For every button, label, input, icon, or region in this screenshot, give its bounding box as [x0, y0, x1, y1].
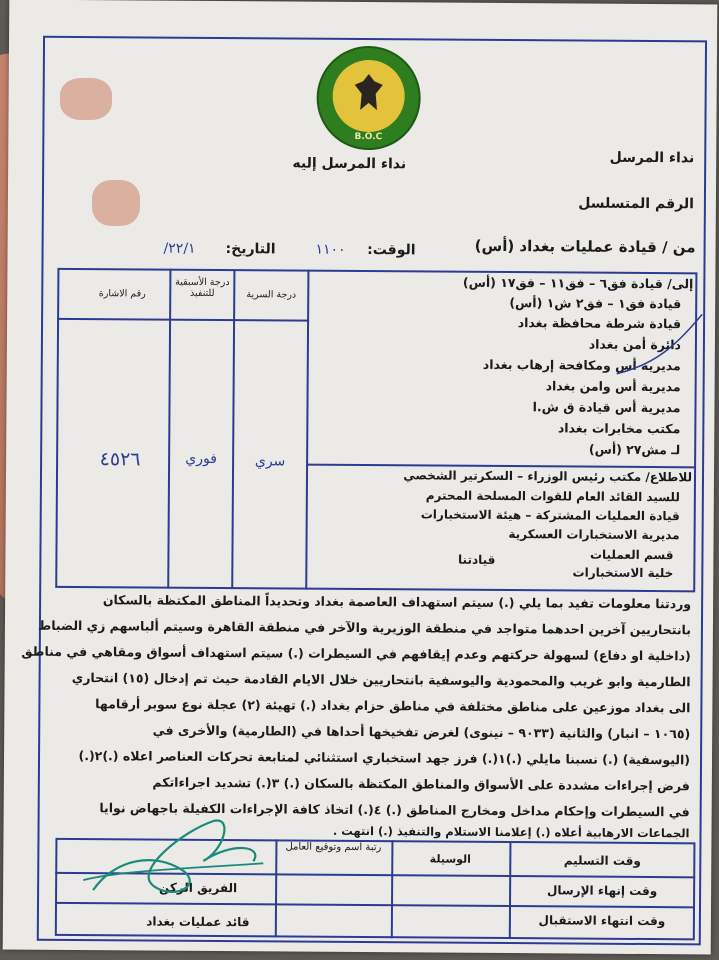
body-line: (داخلية او دفاع) لسهولة حركتهم وعدم إيقافهم في السيطرات (.) سيتم استهداف أسواق ومقاهي في مناطق — [21, 643, 691, 664]
time-label: الوقت: — [367, 242, 416, 259]
info-list-item: مديرية الاستخبارات العسكرية — [508, 527, 680, 543]
body-line: فرض إجراءات مشددة على الأسواق والمناطق المكتظة بالسكان (.) ٣(.) تشديد اجراءاتكم — [152, 774, 690, 794]
document-sheet — [3, 0, 718, 954]
info-list-item: قيادة العمليات المشتركة – هيئة الاستخبارات — [420, 507, 680, 524]
receive-end-time-label: وقت انتهاء الاستقبال — [538, 913, 666, 929]
to-list-item: مديرية أس ومكافحة إرهاب بغداد — [482, 356, 681, 374]
body-line: بانتحاريين آخرين احدهما متواجد في منطقة الوزيرية والآخر في منطقة القاهرة وسيتم ألباسهم زي الضباط — [38, 617, 691, 638]
body-line: (١٠٦٥ – انبار) والثانية (٩٠٣٣ – نينوى) لغرض تفخيخها أحداها في (الطارمية) والأخرى في — [152, 722, 691, 742]
boc-emblem-logo — [316, 46, 421, 151]
means-header: الوسيلة — [429, 852, 472, 866]
body-line: وردتنا معلومات تفيد بما يلي (.) سيتم استهداف العاصمة بغداد وتحديداً المناطق المكتظة بالسكان — [102, 592, 692, 612]
info-list-item: قسم العمليات — [589, 547, 674, 563]
to-list-item: قيادة فق١ – فق٢ ش١ (أس) — [509, 295, 682, 312]
secrecy-header: درجة السرية — [246, 289, 297, 301]
to-list-item: قيادة شرطة محافظة بغداد — [517, 315, 682, 332]
pen-stroke — [607, 304, 708, 385]
time-value: ١١٠٠ — [315, 241, 346, 258]
ref-number-header: رقم الاشارة — [98, 288, 146, 300]
info-list-item: خلية الاستخبارات — [572, 565, 674, 581]
body-line: الطارمية وابو غريب والمحمودية واليوسفية بانتحاريين خلال الايام القادمة حيث تم إدخال (١٥) انتحاري — [71, 669, 691, 690]
info-list-item: قيادتنا — [458, 552, 496, 567]
date-value: ٢٢/١/ — [163, 240, 196, 257]
to-list-item: دائرة أمن بغداد — [588, 336, 681, 353]
info-list-item: للسيد القائد العام للقوات المسلحة المحترم — [425, 488, 680, 505]
ref-number-value: ٤٥٢٦ — [99, 448, 141, 471]
body-line: في السيطرات وإحكام مداخل ومخارج المناطق (.) ٤(.) اتخاذ كافة الإجراءات الكفيلة باجهاض نوايا — [99, 800, 690, 820]
body-line: الجماعات الارهابية أعلاه (.) إعلامنا الاستلام والتنفيذ (.) انتهت . — [332, 823, 690, 841]
sender-call-label: نداء المرسل — [609, 149, 695, 167]
body-line: الى بغداد موزعين على مناطق مختلفة في مناطق حزام بغداد (.) تهيئة (٢) عجلة نوع سوبر أرقامها — [95, 696, 691, 716]
to-list-item: مديرية أس وامن بغداد — [545, 378, 681, 395]
to-list-item: لـ مش٢٧ (أس) — [588, 441, 681, 458]
recipient-call-label: نداء المرسل إليه — [292, 155, 407, 173]
from-line: من / قيادة عمليات بغداد (أس) — [474, 236, 696, 257]
eagle-icon — [355, 74, 383, 110]
to-list-item: مديرية أس قيادة ق ش.ا — [532, 399, 681, 416]
date-label: التاريخ: — [225, 241, 276, 258]
rank-name-signature-header: رتبة اسم وتوقيع العامل — [285, 841, 382, 854]
info-list-item: للاطلاع/ مكتب رئيس الوزراء – السكرتير الشخصي — [403, 468, 693, 485]
priority-value: فوري — [185, 450, 218, 468]
signer-title: قائد عمليات بغداد — [146, 914, 250, 930]
secrecy-value: سري — [254, 453, 286, 470]
fingernail — [92, 180, 140, 226]
fingernail — [60, 78, 112, 120]
send-end-time-label: وقت إنهاء الإرسال — [546, 883, 658, 899]
delivery-time-header: وقت التسليم — [563, 853, 641, 868]
handwritten-signature — [63, 800, 284, 912]
priority-header: درجة الأسبقية للتنفيذ — [175, 276, 230, 299]
body-line: (اليوسفية) (.) نسبنا مايلي (.)١(.) فرز جهد استخباري استثنائي لمتابعة تحركات العناصر اعلاه (.)٢(.) — [78, 748, 691, 768]
logo-text: B.O.C — [354, 131, 383, 143]
serial-number-label: الرقم المتسلسل — [578, 195, 694, 213]
to-list-item: مكتب مخابرات بغداد — [557, 420, 681, 437]
to-list-item: إلى/ قيادة فق٦ – فق١١ – فق١٧ (أس) — [462, 274, 694, 292]
signer-rank: الفريق الركن — [159, 880, 238, 896]
